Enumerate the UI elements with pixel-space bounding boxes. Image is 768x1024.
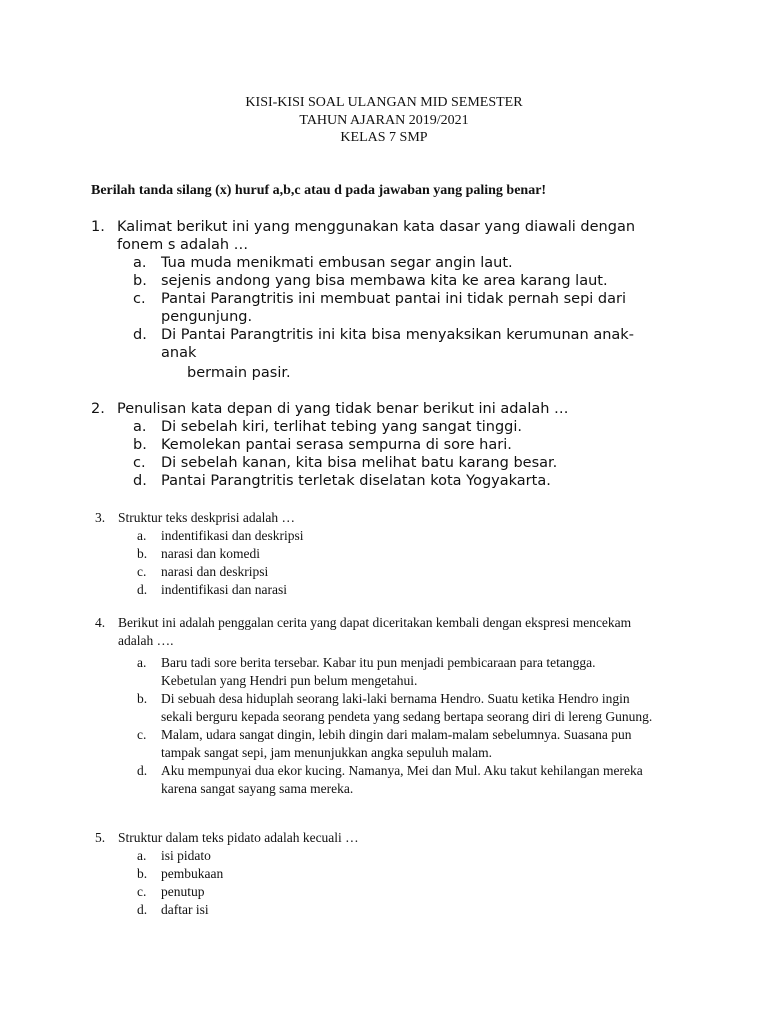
option-text: Di Pantai Parangtritis ini kita bisa menyaksikan kerumunan anak-anak — [161, 327, 634, 361]
option-text: Pantai Parangtritis terletak diselatan kota Yogyakarta. — [161, 473, 551, 489]
option-letter: a. — [133, 419, 147, 435]
instruction-text: Berilah tanda silang (x) huruf a,b,c atau d pada jawaban yang paling benar! — [91, 183, 547, 198]
option-letter: d. — [137, 582, 148, 597]
option-letter: b. — [137, 546, 148, 561]
option-text: Di sebelah kanan, kita bisa melihat batu karang besar. — [161, 455, 558, 471]
option-letter: c. — [137, 727, 147, 742]
question-3 — [95, 509, 655, 599]
option-b — [91, 272, 691, 290]
option-text: Baru tadi sore berita tersebar. Kabar itu pun menjadi pembicaraan para tetangga. Kebetulan yang Hendri pun belum mengetahui. — [161, 655, 596, 688]
question-number: 5. — [95, 830, 106, 845]
question-number: 2. — [91, 401, 105, 417]
option-letter: c. — [137, 884, 147, 899]
option-text: Di sebuah desa hiduplah seorang laki-laki bernama Hendro. Suatu ketika Hendro ingin sekali berguru kepada seorang pendeta yang sedang bertapa seorang diri di lereng Gunung. — [161, 691, 653, 724]
title-line-1: KISI-KISI SOAL ULANGAN MID SEMESTER — [245, 95, 523, 110]
option-text: indentifikasi dan deskripsi — [161, 528, 304, 543]
option-b — [95, 690, 653, 726]
option-letter: d. — [137, 902, 148, 917]
option-letter: d. — [137, 763, 148, 778]
title-line-2: TAHUN AJARAN 2019/2021 — [299, 112, 469, 128]
question-5 — [95, 829, 655, 919]
option-a — [95, 527, 655, 545]
option-a — [95, 650, 653, 690]
option-a — [95, 847, 655, 865]
option-text: indentifikasi dan narasi — [161, 582, 287, 597]
option-text: Kemolekan pantai serasa sempurna di sore hari. — [161, 437, 512, 453]
option-a — [91, 254, 691, 272]
option-letter: a. — [137, 528, 147, 543]
title-line-3: KELAS 7 SMP — [340, 130, 428, 145]
option-letter: a. — [133, 255, 147, 271]
option-text: Tua muda menikmati embusan segar angin laut. — [161, 255, 513, 271]
option-letter: d. — [133, 473, 147, 489]
option-d — [91, 472, 691, 490]
option-letter: b. — [137, 691, 148, 706]
option-letter: b. — [133, 273, 147, 289]
option-b — [91, 436, 691, 454]
option-letter: c. — [133, 455, 146, 471]
option-text: sejenis andong yang bisa membawa kita ke area karang laut. — [161, 273, 608, 289]
option-text: penutup — [161, 884, 205, 899]
option-letter: a. — [137, 848, 147, 863]
option-text: narasi dan deskripsi — [161, 564, 269, 579]
option-letter: c. — [137, 564, 147, 579]
option-text: Di sebelah kiri, terlihat tebing yang sangat tinggi. — [161, 419, 523, 435]
option-d — [95, 762, 653, 798]
option-text: Pantai Parangtritis ini membuat pantai ini tidak pernah sepi dari pengunjung. — [161, 291, 627, 325]
option-text: Malam, udara sangat dingin, lebih dingin dari malam-malam sebelumnya. Suasana pun tampak sangat sepi, jam menunjukkan angka sepuluh malam. — [161, 727, 632, 760]
option-text: Aku mempunyai dua ekor kucing. Namanya, Mei dan Mul. Aku takut kehilangan mereka karena sangat sayang sama mereka. — [161, 763, 643, 796]
question-text: Kalimat berikut ini yang menggunakan kata dasar yang diawali dengan fonem s adalah … — [117, 219, 636, 253]
option-letter: b. — [137, 866, 148, 881]
option-letter: d. — [133, 327, 147, 343]
question-text: Berikut ini adalah penggalan cerita yang dapat diceritakan kembali dengan ekspresi mencekam adalah …. — [118, 615, 632, 648]
option-b — [95, 865, 655, 883]
option-c — [91, 454, 691, 472]
option-d — [95, 901, 655, 919]
option-d — [95, 581, 655, 599]
option-text: narasi dan komedi — [161, 546, 260, 561]
option-text: pembukaan — [161, 866, 224, 881]
option-c — [95, 726, 653, 762]
document-title — [0, 94, 768, 147]
question-2 — [91, 400, 691, 490]
option-a — [91, 418, 691, 436]
option-text: daftar isi — [161, 902, 209, 917]
question-number: 1. — [91, 219, 105, 235]
question-4 — [95, 614, 655, 798]
option-c — [95, 883, 655, 901]
option-letter: b. — [133, 437, 147, 453]
option-continuation: bermain pasir. — [187, 365, 291, 381]
option-d — [91, 326, 661, 362]
question-text: Struktur teks deskprisi adalah … — [118, 510, 295, 525]
option-letter: a. — [137, 655, 147, 670]
question-text: Struktur dalam teks pidato adalah kecuali … — [118, 830, 359, 845]
option-b — [95, 545, 655, 563]
question-number: 4. — [95, 615, 106, 630]
option-c — [91, 290, 661, 326]
question-number: 3. — [95, 510, 106, 525]
option-text: isi pidato — [161, 848, 211, 863]
option-c — [95, 563, 655, 581]
question-text: Penulisan kata depan di yang tidak benar berikut ini adalah … — [117, 401, 569, 417]
option-letter: c. — [133, 291, 146, 307]
question-1 — [91, 218, 691, 382]
